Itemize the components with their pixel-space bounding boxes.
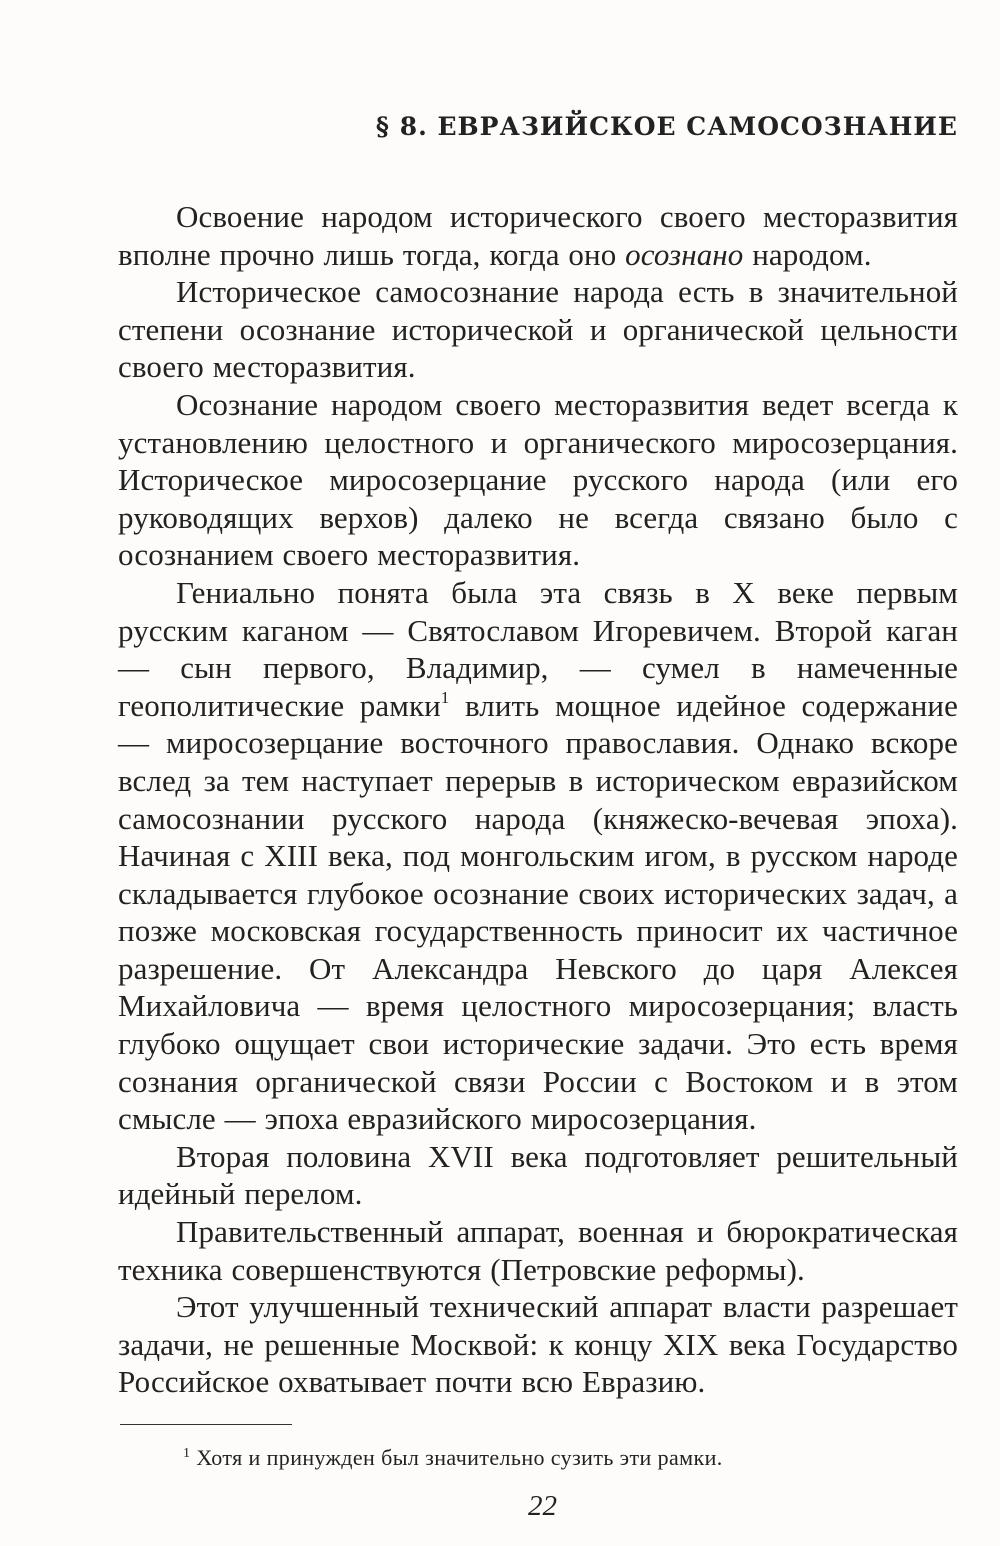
paragraph-4: [118, 574, 958, 1138]
page-number: 22: [528, 1490, 557, 1522]
page-body: [118, 112, 958, 1401]
paragraph-1: [118, 198, 958, 273]
paragraph-5: Вторая половина XVII века подготовляет решительный идейный перелом.: [118, 1138, 958, 1212]
footnote: [183, 1444, 723, 1472]
paragraph-4-text-end: влить мощное идейное содержание — миросозерцание восточного православия. Однако вскоре вслед за тем наступает перерыв в историческом евразийском самосознании русского народа (княжеско-вечевая эпоха). Начиная с XIII века, под монгольским игом, в русском народе складывается глубокое осознание своих исторических задач, а позже московская государственность приносит их частичное разрешение. От Александра Невского до царя Алексея Михайловича — время целостного миросозерцания; власть глубоко ощущает свои исторические задачи. Это есть время сознания органической связи России с Востоком и в этом смысле — эпоха евразийского миросозерцания.: [118, 687, 958, 1137]
footnote-text: Хотя и принужден был значительно сузить эти рамки.: [196, 1445, 723, 1470]
paragraph-3: Осознание народом своего месторазвития ведет всегда к установлению целостного и органического миросозерцания. Историческое миросозерцание русского народа (или его руководящих верхов) далеко не всегда связано было с осознанием своего месторазвития.: [118, 386, 958, 573]
section-heading: § 8. ЕВРАЗИЙСКОЕ САМОСОЗНАНИЕ: [375, 112, 958, 141]
paragraph-7: Этот улучшенный технический аппарат власти разрешает задачи, не решенные Москвой: к концу XIX века Государство Российское охватывает почти всю Евразию.: [118, 1289, 958, 1400]
footnote-reference[interactable]: 1: [440, 687, 450, 707]
paragraph-1-text: Освоение народом исторического своего месторазвития вполне прочно лишь тогда, когда оно: [118, 199, 958, 272]
paragraph-1-italic: осознано: [625, 236, 744, 272]
paragraph-1-text-end: народом.: [743, 236, 872, 272]
footnote-mark: 1: [183, 1446, 191, 1461]
footnote-divider: [120, 1424, 292, 1425]
paragraph-6: Правительственный аппарат, военная и бюрократическая техника совершенствуются (Петровские реформы).: [118, 1214, 958, 1287]
paragraph-2: Историческое самосознание народа есть в значительной степени осознание исторической и органической цельности своего месторазвития.: [118, 274, 958, 385]
paragraph-4-text: Гениально понята была эта связь в X веке первым русским каганом — Святославом Игоревичем. Второй каган — сын первого, Владимир, — сумел в намеченные геополитические рамки: [118, 574, 958, 723]
